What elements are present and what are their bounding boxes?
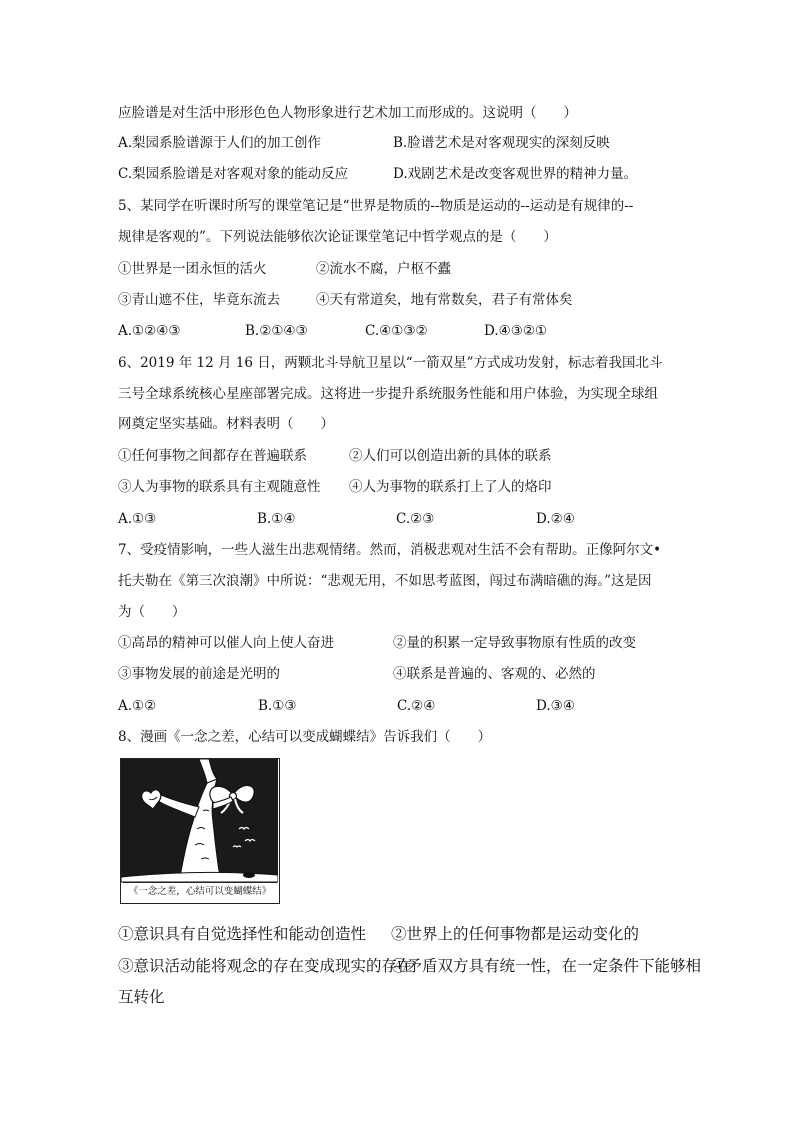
q7-statement-2: ②量的积累一定导致事物原有性质的改变 xyxy=(393,635,636,651)
cartoon-tree-drawing xyxy=(121,759,278,902)
q5-statement-1: ①世界是一团永恒的活火 xyxy=(118,261,267,277)
q5-statement-2: ②流水不腐，户枢不蠹 xyxy=(316,261,451,277)
q5-option-b: B.②①④③ xyxy=(245,323,308,339)
q6-stem-line2: 三号全球系统核心星座部署完成。这将进一步提升系统服务性能和用户体验，为实现全球组 xyxy=(118,386,658,402)
q6-statement-1: ①任何事物之间都存在普遍联系 xyxy=(118,448,307,464)
q8-statement-4: ④矛盾双方具有统一性，在一定条件下能够相 xyxy=(391,957,702,975)
q5-statement-3: ③青山遮不住，毕竟东流去 xyxy=(118,292,280,308)
q8-statement-1: ①意识具有自觉选择性和能动创造性 xyxy=(118,925,367,943)
cartoon-illustration xyxy=(120,758,280,904)
q5-stem-line1: 5、某同学在听课时所写的课堂笔记是“世界是物质的--物质是运动的--运动是有规律的-- xyxy=(118,198,634,214)
q7-stem-line2: 托夫勒在《第三次浪潮》中所说：“悲观无用，不如思考蓝图，闯过布满暗礁的海。”这是因 xyxy=(118,573,652,589)
q7-stem-line1: 7、受疫情影响，一些人滋生出悲观情绪。然而，消极悲观对生活不会有帮助。正像阿尔文• xyxy=(118,542,662,558)
q6-option-a: A.①③ xyxy=(118,511,157,527)
q5-option-c: C.④①③② xyxy=(365,323,428,339)
q7-stem-line3: 为（ ） xyxy=(118,604,186,620)
q6-option-d: D.②④ xyxy=(536,511,575,527)
q6-statement-2: ②人们可以创造出新的具体的联系 xyxy=(349,448,552,464)
q6-stem-line1: 6、2019 年 12 月 16 日，两颗北斗导航卫星以“一箭双星”方式成功发射，标志着我国北斗 xyxy=(118,355,663,371)
q5-statement-4: ④天有常道矣，地有常数矣，君子有常体矣 xyxy=(316,292,573,308)
q7-option-b: B.①③ xyxy=(258,698,297,714)
q6-option-c: C.②③ xyxy=(396,511,435,527)
q4-option-c: C.梨园系脸谱是对客观对象的能动反应 xyxy=(118,166,349,182)
q4-option-d: D.戏剧艺术是改变客观世界的精神力量。 xyxy=(393,166,638,182)
q6-option-b: B.①④ xyxy=(257,511,296,527)
q7-option-c: C.②④ xyxy=(397,698,436,714)
q4-option-b: B.脸谱艺术是对客观现实的深刻反映 xyxy=(393,135,610,151)
q6-statement-3: ③人为事物的联系具有主观随意性 xyxy=(118,479,321,495)
q6-statement-4: ④人为事物的联系打上了人的烙印 xyxy=(349,479,552,495)
q8-statement-3: ③意识活动能将观念的存在变成现实的存在 xyxy=(118,957,413,975)
q5-option-a: A.①②④③ xyxy=(118,323,181,339)
q7-statement-4: ④联系是普遍的、客观的、必然的 xyxy=(393,666,596,682)
q7-option-d: D.③④ xyxy=(536,698,575,714)
q7-statement-1: ①高昂的精神可以催人向上使人奋进 xyxy=(118,635,334,651)
q6-stem-line3: 网奠定坚实基础。材料表明（ ） xyxy=(118,416,334,432)
q4-stem: 应脸谱是对生活中形形色色人物形象进行艺术加工而形成的。这说明（ ） xyxy=(118,105,577,121)
cartoon-caption: 《一念之差，心结可以变蝴蝶结》 xyxy=(123,882,277,901)
q8-statement-2: ②世界上的任何事物都是运动变化的 xyxy=(391,925,640,943)
q5-stem-line2: 规律是客观的”。下列说法能够依次论证课堂笔记中哲学观点的是（ ） xyxy=(118,229,557,245)
q7-option-a: A.①② xyxy=(118,698,157,714)
q5-option-d: D.④③②① xyxy=(484,323,548,339)
q4-option-a: A.梨园系脸谱源于人们的加工创作 xyxy=(118,135,322,151)
q7-statement-3: ③事物发展的前途是光明的 xyxy=(118,666,280,682)
q8-stem: 8、漫画《一念之差，心结可以变成蝴蝶结》告诉我们（ ） xyxy=(118,729,492,745)
q8-statement-4-continued: 互转化 xyxy=(118,988,165,1006)
